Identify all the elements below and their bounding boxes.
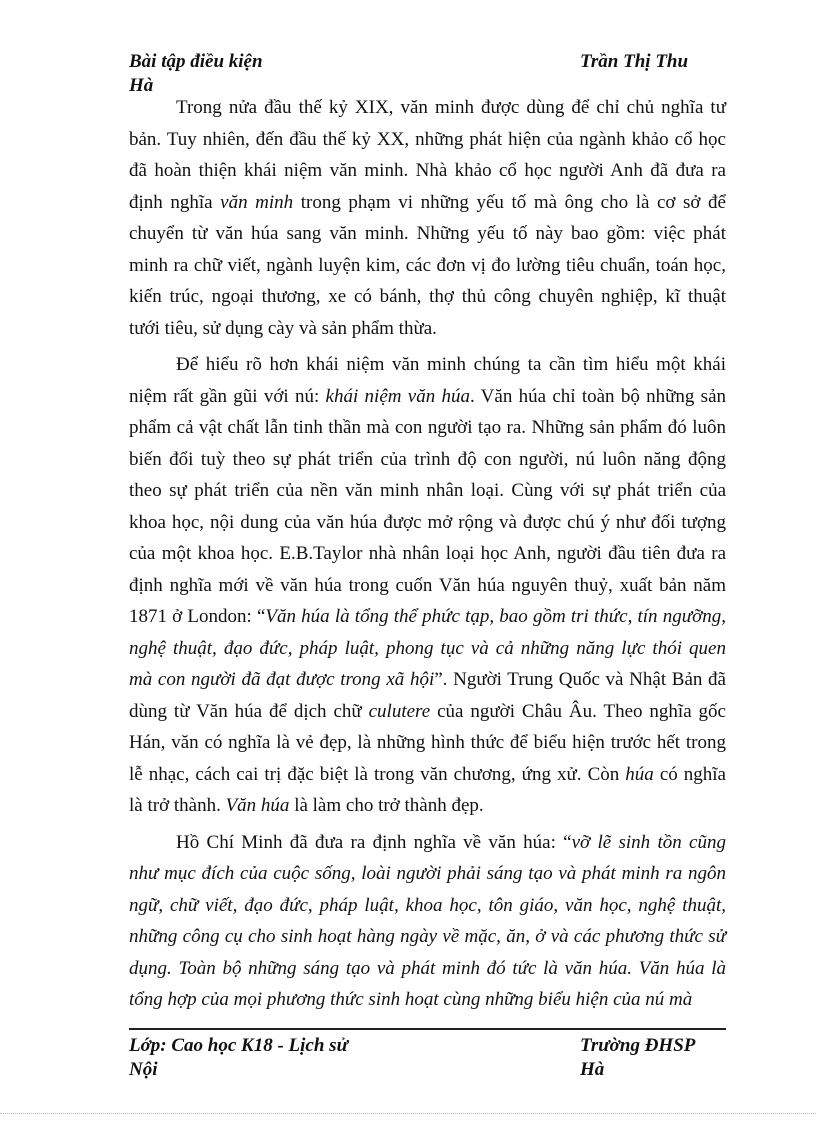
italic-text: vỡ lẽ sinh tồn cũng xyxy=(571,831,726,853)
footer-class-name: Lớp: Cao học K18 - Lịch sử xyxy=(129,1035,348,1056)
text-run: chuyển từ văn húa sang văn minh. Những yếu tố này bao gồm: việc phát xyxy=(129,223,726,244)
page-bottom-dotted-line xyxy=(0,1113,816,1114)
header-author-name: Trần Thị Thu xyxy=(580,51,689,72)
text-line xyxy=(129,890,726,922)
text-line xyxy=(129,349,726,381)
footer-school-name: Trường ĐHSP Hà xyxy=(580,1035,695,1080)
document-body xyxy=(129,92,726,1016)
text-line xyxy=(129,187,726,219)
italic-text: những công cụ cho sinh hoạt hàng ngày về mặc, ăn, ở và các phương thức sử xyxy=(129,926,726,947)
text-run: kiến trúc, ngoại thương, xe có bánh, thợ thủ công chuyên nghiệp, kĩ thuật xyxy=(129,286,726,307)
text-line xyxy=(129,281,726,313)
text-line xyxy=(129,92,726,124)
text-line xyxy=(129,953,726,985)
text-run: niệm rất gần gũi với nú: xyxy=(129,385,326,407)
text-run: 1871 ở London: “ xyxy=(129,606,266,627)
text-line xyxy=(129,759,726,791)
italic-text: Văn húa xyxy=(225,795,290,816)
text-line xyxy=(129,633,726,665)
text-line xyxy=(129,827,726,859)
text-line xyxy=(129,250,726,282)
header-course-title: Bài tập điều kiện xyxy=(129,51,263,72)
text-line xyxy=(129,538,726,570)
italic-text: dụng. Toàn bộ những sáng tạo và phát minh đó tức là văn húa. Văn húa là xyxy=(129,957,726,979)
text-line xyxy=(129,858,726,890)
text-line xyxy=(129,601,726,633)
text-run: Hán, văn có nghĩa là vẻ đẹp, là những hình thức để biểu hiện trước hết trong xyxy=(129,732,726,753)
text-run: là trở thành. xyxy=(129,795,226,816)
text-run: bản. Tuy nhiên, đến đầu thế kỷ XX, những phát hiện của ngành khảo cổ học xyxy=(129,128,726,150)
text-line xyxy=(129,790,726,822)
header-author-name-wrap: Hà xyxy=(129,75,154,96)
text-run: biến đổi tuỳ theo sự phát triển của trình độ con người, nú luôn năng động xyxy=(129,448,726,470)
footer-school-name-wrap: Nội xyxy=(129,1059,158,1080)
text-run: đã hoàn thiện khái niệm văn minh. Nhà khảo cổ học người Anh đã đưa ra xyxy=(129,160,726,181)
italic-text: văn minh xyxy=(220,191,294,213)
italic-text: Văn húa là tổng thể phức tạp, bao gồm tri thức, tín ngưỡng, xyxy=(265,606,726,627)
text-line xyxy=(129,664,726,696)
text-run: phẩm cả vật chất lẫn tinh thần mà con người tạo ra. Những sản phẩm đó luôn xyxy=(129,417,726,438)
text-run: Trong nửa đầu thế kỷ XIX, văn minh được dùng để chỉ chủ nghĩa tư xyxy=(176,97,726,118)
text-line xyxy=(129,313,726,345)
paragraph xyxy=(129,92,726,344)
text-run: là làm cho trở thành đẹp. xyxy=(289,795,484,816)
text-line xyxy=(129,696,726,728)
italic-text: húa xyxy=(625,763,654,785)
text-run: tưới tiêu, sử dụng cày và sản phẩm thừa. xyxy=(129,317,437,339)
italic-text: như mục đích của cuộc sống, loài người phải sáng tạo và phát minh ra ngôn xyxy=(129,863,726,884)
text-line xyxy=(129,921,726,953)
text-line xyxy=(129,475,726,507)
text-run: minh ra chữ viết, ngành luyện kim, các đơn vị đo lường tiêu chuẩn, toán học, xyxy=(129,254,726,276)
text-line xyxy=(129,444,726,476)
footer-rule xyxy=(129,1028,726,1030)
text-run: của người Châu Âu. Theo nghĩa gốc xyxy=(430,700,726,722)
text-line xyxy=(129,218,726,250)
text-run: định nghĩa xyxy=(129,191,221,213)
text-run: có nghĩa xyxy=(653,763,726,785)
text-run: ”. Người Trung Quốc và Nhật Bản đã xyxy=(434,669,726,690)
italic-text: culutere xyxy=(368,700,431,722)
text-run: trong phạm vi những yếu tố mà ông cho là cơ sở để xyxy=(293,191,726,213)
text-line xyxy=(129,124,726,156)
italic-text: tổng hợp của mọi phương thức sinh hoạt cùng những biểu hiện của nú mà xyxy=(129,989,693,1010)
text-run: định nghĩa mới về văn húa trong cuốn Văn húa nguyên thuỷ, xuất bản năm xyxy=(129,574,726,596)
text-run: theo sự phát triển của nền văn minh nhân loại. Cùng với sự phát triển của xyxy=(129,480,726,501)
italic-text: ngữ, chữ viết, đạo đức, pháp luật, khoa học, tôn giáo, văn học, nghệ thuật, xyxy=(129,894,726,916)
italic-text: nghệ thuật, đạo đức, pháp luật, phong tục và cả những năng lực thói quen xyxy=(129,637,726,659)
text-line xyxy=(129,507,726,539)
text-run: dùng từ Văn húa để dịch chữ xyxy=(129,700,369,722)
paragraph xyxy=(129,827,726,1016)
text-line xyxy=(129,381,726,413)
text-run: của một khoa học. E.B.Taylor nhà nhân loại học Anh, người đầu tiên đưa ra xyxy=(129,543,726,564)
text-line xyxy=(129,412,726,444)
text-run: lễ nhạc, cách cai trị đặc biệt là trong văn chương, ứng xử. Còn xyxy=(129,763,626,785)
text-line xyxy=(129,727,726,759)
text-line xyxy=(129,984,726,1016)
italic-text: mà con người đã đạt được trong xã hội xyxy=(129,669,435,690)
paragraph xyxy=(129,349,726,822)
text-line xyxy=(129,570,726,602)
text-run: . Văn húa chỉ toàn bộ những sản xyxy=(469,385,727,407)
text-run: Để hiểu rõ hơn khái niệm văn minh chúng ta cần tìm hiểu một khái xyxy=(176,354,726,375)
italic-text: khái niệm văn húa xyxy=(325,385,470,407)
text-run: Hồ Chí Minh đã đưa ra định nghĩa về văn húa: “ xyxy=(176,831,572,853)
text-line xyxy=(129,155,726,187)
text-run: khoa học, nội dung của văn húa được mở rộng và được chú ý như đối tượng xyxy=(129,511,726,533)
